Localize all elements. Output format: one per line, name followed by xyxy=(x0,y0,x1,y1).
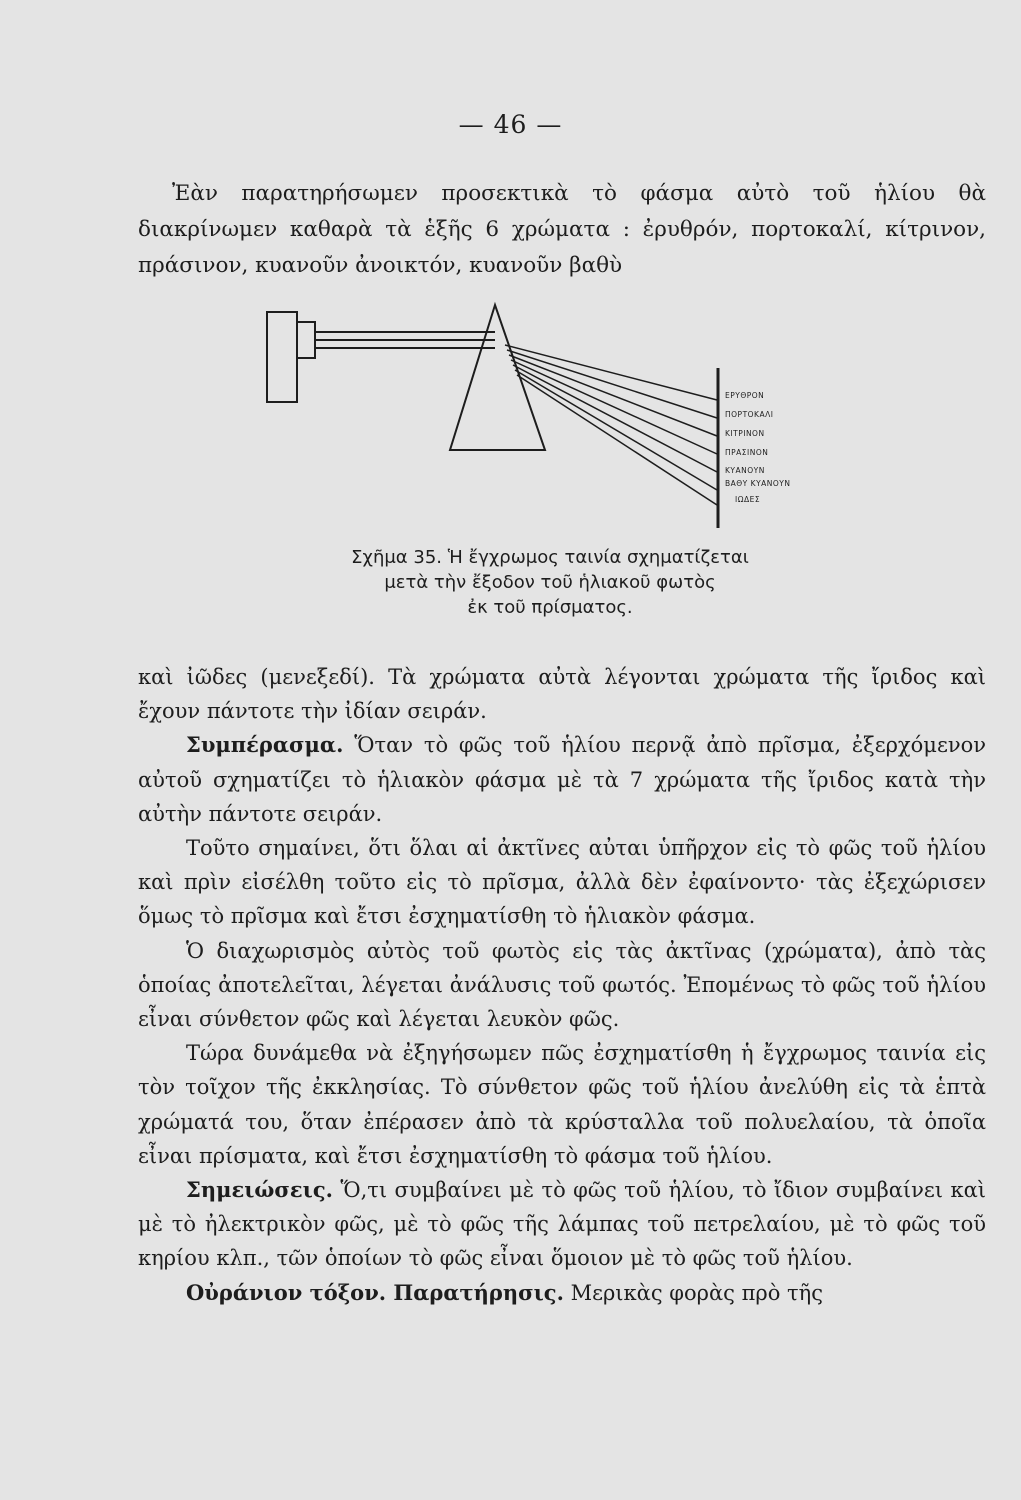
paragraph-1: καὶ ἰῶδες (μενεξεδί). Τὰ χρώματα αὐτὰ λέγονται χρώματα τῆς ἴριδος καὶ ἔχουν πάντοτε τὴν ἰδίαν σειράν. xyxy=(138,665,986,724)
spectrum-label-green: ΠΡΑΣΙΝΟΝ xyxy=(725,448,769,457)
page-number: — 46 — xyxy=(458,110,563,139)
paragraph-6 xyxy=(138,1173,986,1276)
paragraph-6-text: Ὅ,τι συμβαίνει μὲ τὸ φῶς τοῦ ἡλίου, τὸ ἴδιον συμβαίνει καὶ μὲ τὸ ἠλεκτρικὸν φῶς, μὲ τὸ φῶς τῆς λάμπας τοῦ πετρελαίου, μὲ τὸ φῶς τοῦ κηρίου κλπ., τῶν ὁποίων τὸ φῶς εἶναι ὅμοιον μὲ τὸ φῶς τοῦ ἡλίου. xyxy=(138,1178,986,1271)
prism-figure xyxy=(255,300,855,540)
paragraph-2-text: Ὅταν τὸ φῶς τοῦ ἡλίου περνᾷ ἀπὸ πρῖσμα, ἐξερχόμενον αὐτοῦ σχηματίζει τὸ ἡλιακὸν φάσμα μὲ τὰ 7 χρώματα τῆς ἴριδος κατὰ τὴν αὐτὴν πάντοτε σειράν. xyxy=(138,733,986,826)
spectrum-label-violet: ΙΩΔΕΣ xyxy=(735,495,761,504)
figure-caption xyxy=(240,545,860,620)
body-text xyxy=(138,660,986,1310)
spectrum-label-orange: ΠΟΡΤΟΚΑΛΙ xyxy=(725,410,774,419)
paragraph-5: Τώρα δυνάμεθα νὰ ἐξηγήσωμεν πῶς ἐσχηματίσθη ἡ ἔγχρωμος ταινία εἰς τὸν τοῖχον τῆς ἐκκλησίας. Τὸ σύνθετον φῶς τοῦ ἡλίου ἀνελύθη εἰς τὰ ἑπτὰ χρώματά του, ὅταν ἐπέρασεν ἀπὸ τὰ κρύσταλλα τοῦ πολυελαίου, τὰ ὁποῖα εἶναι πρίσματα, καὶ ἔτσι ἐσχηματίσθη τὸ φάσμα τοῦ ἡλίου. xyxy=(138,1041,986,1168)
paragraph-7-text: Μερικὰς φορὰς πρὸ τῆς xyxy=(563,1280,824,1305)
spectrum-label-yellow: ΚΙΤΡΙΝΟΝ xyxy=(725,429,765,438)
light-source-tube xyxy=(267,312,495,402)
spectrum-label-blue: ΚΥΑΝΟΥΝ xyxy=(725,466,765,475)
prism-triangle xyxy=(450,305,545,450)
caption-line-1: Σχῆμα 35. Ἡ ἔγχρωμος ταινία σχηματίζεται xyxy=(351,547,749,568)
paragraph-6-heading: Σημειώσεις. xyxy=(186,1177,333,1203)
intro-text: Ἐὰν παρατηρήσωμεν προσεκτικὰ τὸ φάσμα αὐτὸ τοῦ ἡλίου θὰ διακρίνωμεν καθαρὰ τὰ ἑξῆς 6 χρώματα : ἐρυθρόν, πορτοκαλί, κίτρινον, πράσινον, κυανοῦν ἀνοικτόν, κυανοῦν βαθὺ xyxy=(138,181,986,278)
paragraph-2 xyxy=(138,728,986,831)
caption-line-2: μετὰ τὴν ἔξοδον τοῦ ἡλιακοῦ φωτὸς xyxy=(384,572,716,593)
paragraph-7 xyxy=(138,1276,986,1310)
paragraph-3: Τοῦτο σημαίνει, ὅτι ὅλαι αἱ ἀκτῖνες αὐται ὑπῆρχον εἰς τὸ φῶς τοῦ ἡλίου καὶ πρὶν εἰσέλθη τοῦτο εἰς τὸ πρῖσμα, ἀλλὰ δὲν ἐφαίνοντο· τὰς ἐξεχώρισεν ὅμως τὸ πρῖσμα καὶ ἔτσι ἐσχηματίσθη τὸ ἡλιακὸν φάσμα. xyxy=(138,836,986,929)
paragraph-2-heading: Συμπέρασμα. xyxy=(186,732,344,758)
paragraph-7-heading: Οὐράνιον τόξον. Παρατήρησις. xyxy=(186,1279,564,1305)
spectrum-label-deep-blue: ΒΑΘΥ ΚΥΑΝΟΥΝ xyxy=(725,479,791,488)
intro-paragraph xyxy=(138,176,986,284)
spectrum-label-red: ΕΡΥΘΡΟΝ xyxy=(725,391,765,400)
paragraph-4: Ὁ διαχωρισμὸς αὐτὸς τοῦ φωτὸς εἰς τὰς ἀκτῖνας (χρώματα), ἀπὸ τὰς ὁποίας ἀποτελεῖται, λέγεται ἀνάλυσις τοῦ φωτός. Ἐπομένως τὸ φῶς τοῦ ἡλίου εἶναι σύνθετον φῶς καὶ λέγεται λευκὸν φῶς. xyxy=(138,938,986,1032)
caption-line-3: ἐκ τοῦ πρίσματος. xyxy=(467,597,633,618)
